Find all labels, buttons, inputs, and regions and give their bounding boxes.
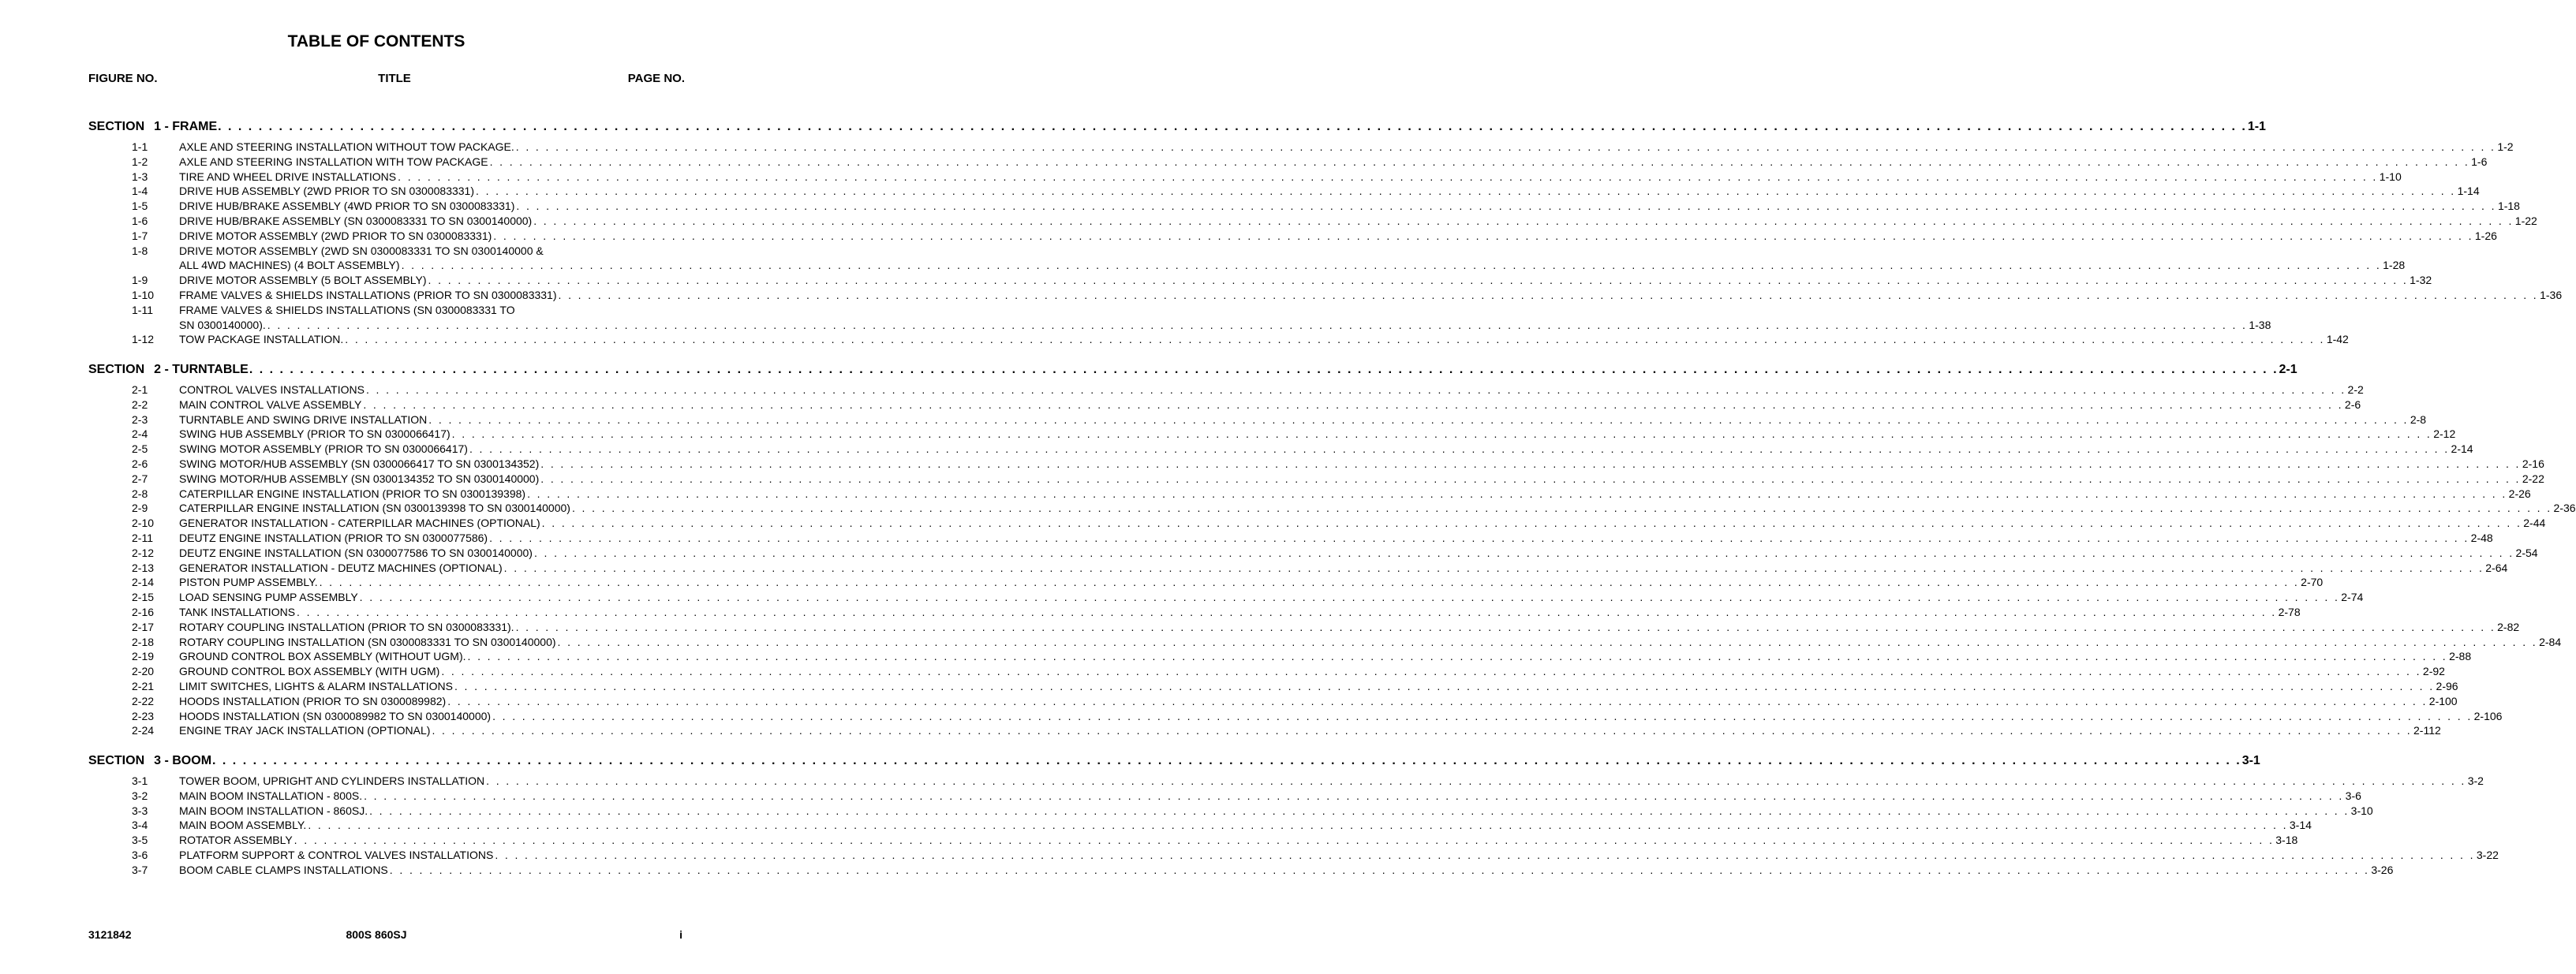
entry-body [179,140,2514,153]
entry-title: TURNTABLE AND SWING DRIVE INSTALLATION [179,412,428,426]
entry-body [179,724,2441,737]
entry-body [179,412,2427,426]
toc-entry[interactable] [0,774,2484,789]
entry-title: SWING MOTOR/HUB ASSEMBLY (SN 0300134352 TO SN 0300140000) [179,472,540,485]
entry-body [179,200,2520,213]
entry-title: TOW PACKAGE INSTALLATION. [179,333,344,346]
dot-leader: . . . . . . . . . . . . . . . . . . . . . . . . . . . . . . . . . . . . . . . . . . . . . . . . . . . . . . . . . . . . . . . . . . . . . . . . . . . . . . . . . . . . . . . . . . . . . . . . . . . . . . . . . . . . . . . . . . . . . . . . . . . . . . . . . . . . . . . . . . . . . . . . . . . . . . . . . . . . . . . . . . . . . . . . . . . . . . . . . . . . . . . . . . . . . . . . . . . . . . . . [558,289,2539,301]
entry-body [179,502,2576,515]
entry-page-number: 2-92 [2422,665,2445,678]
entry-body [179,789,2361,802]
figure-number: 1-6 [132,215,148,227]
toc-entry[interactable] [0,532,2493,547]
dot-leader: . . . . . . . . . . . . . . . . . . . . . . . . . . . . . . . . . . . . . . . . . . . . . . . . . . . . . . . . . . . . . . . . . . . . . . . . . . . . . . . . . . . . . . . . . . . . . . . . . . . . . . . . . . . . . . . . . . . . . . . . . . . . . . . . . . . . . . . . . . . . . . . . . . . . . . . . . . . . . . . . . . . . . . . . . . . . . . . . . . . . . . . . . . . . . . . . . . . . . . . . [428,274,2409,287]
dot-leader: . . . . . . . . . . . . . . . . . . . . . . . . . . . . . . . . . . . . . . . . . . . . . . . . . . . . . . . . . . . . . . . . . . . . . . . . . . . . . . . . . . . . . . . . . . . . . . . . . . . . . . . . . . . . . . . . . . . . . . . . . . . . . . . . . . . . . . . . . . . . . . . . . . . . . . . . . . . . . . . . . . . . . . . . . . . . . . . . . . . . . . . . . . . . . . . . . . . . . . . . [249,363,2279,376]
figure-number: 2-18 [132,635,155,648]
entry-body [179,576,2324,589]
entry-title: AXLE AND STEERING INSTALLATION WITH TOW PACKAGE [179,155,488,168]
footer-model: 800S 860SJ [346,928,407,941]
entry-title: ALL 4WD MACHINES) (4 BOLT ASSEMBLY) [179,259,400,272]
entry-title: MAIN BOOM INSTALLATION - 860SJ. [179,804,368,817]
entry-body [179,383,2364,396]
section-number: 3 - BOOM [154,754,212,767]
toc-entry-line [0,244,753,259]
entry-title-line1: FRAME VALVES & SHIELDS INSTALLATIONS (SN 0300083331 TO [179,303,515,316]
entry-body [179,665,2445,678]
dot-leader: . . . . . . . . . . . . . . . . . . . . . . . . . . . . . . . . . . . . . . . . . . . . . . . . . . . . . . . . . . . . . . . . . . . . . . . . . . . . . . . . . . . . . . . . . . . . . . . . . . . . . . . . . . . . . . . . . . . . . . . . . . . . . . . . . . . . . . . . . . . . . . . . . . . . . . . . . . . . . . . . . . . . . . . . . . . . . . . . . . . . . . . . . . . . . . . . . . . . . . . . [364,789,2344,802]
entry-title: GENERATOR INSTALLATION - CATERPILLAR MACHINES (OPTIONAL) [179,517,540,530]
toc-entry[interactable] [0,140,2514,155]
entry-page-number: 3-22 [2476,849,2499,861]
entry-page-number: 2-26 [2508,487,2531,500]
footer-doc-number: 3121842 [88,928,132,941]
entry-body [179,591,2364,604]
figure-number: 2-8 [132,487,148,500]
entry-page-number: 1-28 [2383,259,2406,272]
toc-entry[interactable] [0,546,2538,562]
figure-number: 1-7 [132,229,148,242]
entry-page-number: 2-6 [2344,397,2361,411]
dot-leader: . . . . . . . . . . . . . . . . . . . . . . . . . . . . . . . . . . . . . . . . . . . . . . . . . . . . . . . . . . . . . . . . . . . . . . . . . . . . . . . . . . . . . . . . . . . . . . . . . . . . . . . . . . . . . . . . . . . . . . . . . . . . . . . . . . . . . . . . . . . . . . . . . . . . . . . . . . . . . . . . . . . . . . . . . . . . . . . . . . . . . . . . . . . . . . . . . . . . . . . . [467,650,2448,663]
entry-title: SWING HUB ASSEMBLY (PRIOR TO SN 0300066417) [179,427,451,441]
toc-entry[interactable] [0,487,2531,502]
figure-number: 2-24 [132,724,155,737]
toc-entry[interactable] [0,383,2364,398]
entry-body [179,834,2298,847]
entry-body [179,229,2497,242]
toc-entry[interactable] [0,229,2497,244]
dot-leader: . . . . . . . . . . . . . . . . . . . . . . . . . . . . . . . . . . . . . . . . . . . . . . . . . . . . . . . . . . . . . . . . . . . . . . . . . . . . . . . . . . . . . . . . . . . . . . . . . . . . . . . . . . . . . . . . . . . . . . . . . . . . . . . . . . . . . . . . . . . . . . . . . . . . . . . . . . . . . . . . . . . . . . . . . . . . . . . . . . . . . . . . . . . . . . . . . . . . . . . . [267,318,2248,331]
figure-number: 3-3 [132,804,148,817]
entry-page-number: 1-14 [2457,185,2480,198]
entry-title: GROUND CONTROL BOX ASSEMBLY (WITH UGM) [179,665,440,678]
entry-title: MAIN BOOM INSTALLATION - 800S. [179,789,363,802]
entry-page-number: 3-2 [2467,774,2484,787]
toc-entry[interactable] [0,472,2544,487]
entry-page-number: 2-2 [2347,383,2364,396]
entry-body [179,333,2349,346]
dot-leader: . . . . . . . . . . . . . . . . . . . . . . . . . . . . . . . . . . . . . . . . . . . . . . . . . . . . . . . . . . . . . . . . . . . . . . . . . . . . . . . . . . . . . . . . . . . . . . . . . . . . . . . . . . . . . . . . . . . . . . . . . . . . . . . . . . . . . . . . . . . . . . . . . . . . . . . . . . . . . . . . . . . . . . . . . . . . . . . . . . . . . . . . . . . . . . . . . . . . . . . . [308,819,2288,832]
entry-body [179,185,2480,198]
entry-title: HOODS INSTALLATION (SN 0300089982 TO SN 0300140000) [179,709,492,722]
dot-leader: . . . . . . . . . . . . . . . . . . . . . . . . . . . . . . . . . . . . . . . . . . . . . . . . . . . . . . . . . . . . . . . . . . . . . . . . . . . . . . . . . . . . . . . . . . . . . . . . . . . . . . . . . . . . . . . . . . . . . . . . . . . . . . . . . . . . . . . . . . . . . . . . . . . . . . . . . . . . . . . . . . . . . . . . . . . . . . . . . . . . . . . . . . . . . . . . . . . . . . . . [363,397,2343,411]
dot-leader: . . . . . . . . . . . . . . . . . . . . . . . . . . . . . . . . . . . . . . . . . . . . . . . . . . . . . . . . . . . . . . . . . . . . . . . . . . . . . . . . . . . . . . . . . . . . . . . . . . . . . . . . . . . . . . . . . . . . . . . . . . . . . . . . . . . . . . . . . . . . . . . . . . . . . . . . . . . . . . . . . . . . . . . . . . . . . . . . . . . . . . . . . . . . . . . . . . . . . . . . [218,120,2247,133]
entry-body [179,457,2544,470]
toc-entry[interactable] [0,155,2488,170]
entry-page-number: 1-38 [2249,318,2271,331]
toc-entry[interactable] [0,849,2499,864]
dot-leader: . . . . . . . . . . . . . . . . . . . . . . . . . . . . . . . . . . . . . . . . . . . . . . . . . . . . . . . . . . . . . . . . . . . . . . . . . . . . . . . . . . . . . . . . . . . . . . . . . . . . . . . . . . . . . . . . . . . . . . . . . . . . . . . . . . . . . . . . . . . . . . . . . . . . . . . . . . . . . . . . . . . . . . . . . . . . . . . . . . . . . . . . . . . . . . . . . . . . . . . . [389,863,2370,876]
toc-entry[interactable] [0,819,2312,834]
dot-leader: . . . . . . . . . . . . . . . . . . . . . . . . . . . . . . . . . . . . . . . . . . . . . . . . . . . . . . . . . . . . . . . . . . . . . . . . . . . . . . . . . . . . . . . . . . . . . . . . . . . . . . . . . . . . . . . . . . . . . . . . . . . . . . . . . . . . . . . . . . . . . . . . . . . . . . . . . . . . . . . . . . . . . . . . . . . . . . . . . . . . . . . . . . . . . . . . . . . . . . . . [365,383,2346,396]
entry-page-number: 1-6 [2471,155,2488,168]
toc-entry[interactable] [0,457,2544,472]
entry-title: DEUTZ ENGINE INSTALLATION (SN 0300077586 TO SN 0300140000) [179,546,533,559]
entry-title: DRIVE HUB ASSEMBLY (2WD PRIOR TO SN 0300083331) [179,185,475,198]
entry-title: CATERPILLAR ENGINE INSTALLATION (PRIOR TO SN 0300139398) [179,487,526,500]
toc-entry[interactable] [0,274,2432,289]
page-title: TABLE OF CONTENTS [287,32,465,50]
entry-body [179,863,2394,876]
figure-number: 1-9 [132,274,148,287]
entry-title: ENGINE TRAY JACK INSTALLATION (OPTIONAL) [179,724,431,737]
entry-title: DEUTZ ENGINE INSTALLATION (PRIOR TO SN 0300077586) [179,532,488,544]
entry-page-number: 2-100 [2428,694,2458,707]
toc-entry[interactable] [0,185,2480,200]
entry-title: AXLE AND STEERING INSTALLATION WITHOUT TOW PACKAGE. [179,140,514,153]
section-page-number: 1-1 [2247,120,2266,133]
dot-leader: . . . . . . . . . . . . . . . . . . . . . . . . . . . . . . . . . . . . . . . . . . . . . . . . . . . . . . . . . . . . . . . . . . . . . . . . . . . . . . . . . . . . . . . . . . . . . . . . . . . . . . . . . . . . . . . . . . . . . . . . . . . . . . . . . . . . . . . . . . . . . . . . . . . . . . . . . . . . . . . . . . . . . . . . . . . . . . . . . . . . . . . . . . . . . . . . . . . . . . . . [359,591,2340,604]
entry-body [179,318,2271,331]
figure-number: 2-5 [132,442,148,456]
dot-leader: . . . . . . . . . . . . . . . . . . . . . . . . . . . . . . . . . . . . . . . . . . . . . . . . . . . . . . . . . . . . . . . . . . . . . . . . . . . . . . . . . . . . . . . . . . . . . . . . . . . . . . . . . . . . . . . . . . . . . . . . . . . . . . . . . . . . . . . . . . . . . . . . . . . . . . . . . . . . . . . . . . . . . . . . . . . . . . . . . . . . . . . . . . . . . . . . . . . . . . . . [454,680,2435,692]
entry-title: CATERPILLAR ENGINE INSTALLATION (SN 0300139398 TO SN 0300140000) [179,502,570,515]
entry-page-number: 1-32 [2410,274,2432,287]
entry-body [179,397,2361,411]
entry-title: DRIVE MOTOR ASSEMBLY (2WD PRIOR TO SN 0300083331) [179,229,492,242]
dot-leader: . . . . . . . . . . . . . . . . . . . . . . . . . . . . . . . . . . . . . . . . . . . . . . . . . . . . . . . . . . . . . . . . . . . . . . . . . . . . . . . . . . . . . . . . . . . . . . . . . . . . . . . . . . . . . . . . . . . . . . . . . . . . . . . . . . . . . . . . . . . . . . . . . . . . . . . . . . . . . . . . . . . . . . . . . . . . . . . . . . . . . . . . . . . . . . . . . . . . . . . . [476,185,2456,198]
section-page-number: 3-1 [2241,754,2260,767]
toc-entry[interactable] [0,561,2508,577]
figure-number: 1-10 [132,289,155,301]
figure-number: 2-15 [132,591,155,604]
figure-number: 1-2 [132,155,148,168]
figure-number: 3-7 [132,863,148,876]
entry-page-number: 1-36 [2540,289,2563,301]
dot-leader: . . . . . . . . . . . . . . . . . . . . . . . . . . . . . . . . . . . . . . . . . . . . . . . . . . . . . . . . . . . . . . . . . . . . . . . . . . . . . . . . . . . . . . . . . . . . . . . . . . . . . . . . . . . . . . . . . . . . . . . . . . . . . . . . . . . . . . . . . . . . . . . . . . . . . . . . . . . . . . . . . . . . . . . . . . . . . . . . . . . . . . . . . . . . . . . . . . . . . . . . [527,487,2507,500]
dot-leader: . . . . . . . . . . . . . . . . . . . . . . . . . . . . . . . . . . . . . . . . . . . . . . . . . . . . . . . . . . . . . . . . . . . . . . . . . . . . . . . . . . . . . . . . . . . . . . . . . . . . . . . . . . . . . . . . . . . . . . . . . . . . . . . . . . . . . . . . . . . . . . . . . . . . . . . . . . . . . . . . . . . . . . . . . . . . . . . . . . . . . . . . . . . . . . . . . . . . . . . . [297,606,2277,618]
toc-entry[interactable] [0,665,2445,680]
entry-body [179,155,2488,168]
entry-title: GENERATOR INSTALLATION - DEUTZ MACHINES (OPTIONAL) [179,561,503,574]
entry-page-number: 2-74 [2341,591,2364,604]
figure-number: 2-17 [132,620,155,633]
entry-title: ROTATOR ASSEMBLY [179,834,293,847]
dot-leader: . . . . . . . . . . . . . . . . . . . . . . . . . . . . . . . . . . . . . . . . . . . . . . . . . . . . . . . . . . . . . . . . . . . . . . . . . . . . . . . . . . . . . . . . . . . . . . . . . . . . . . . . . . . . . . . . . . . . . . . . . . . . . . . . . . . . . . . . . . . . . . . . . . . . . . . . . . . . . . . . . . . . . . . . . . . . . . . . . . . . . . . . . . . . . . . . . . . . . . . . [493,229,2473,242]
figure-number: 2-11 [132,532,153,544]
section-number: 2 - TURNTABLE [154,363,249,376]
entry-page-number: 1-2 [2497,140,2514,153]
figure-number: 2-13 [132,561,155,574]
figure-number: 2-9 [132,502,148,515]
dot-leader: . . . . . . . . . . . . . . . . . . . . . . . . . . . . . . . . . . . . . . . . . . . . . . . . . . . . . . . . . . . . . . . . . . . . . . . . . . . . . . . . . . . . . . . . . . . . . . . . . . . . . . . . . . . . . . . . . . . . . . . . . . . . . . . . . . . . . . . . . . . . . . . . . . . . . . . . . . . . . . . . . . . . . . . . . . . . . . . . . . . . . . . . . . . . . . . . . . . . . . . . [432,724,2413,737]
toc-entry[interactable] [0,318,2271,334]
dot-leader: . . . . . . . . . . . . . . . . . . . . . . . . . . . . . . . . . . . . . . . . . . . . . . . . . . . . . . . . . . . . . . . . . . . . . . . . . . . . . . . . . . . . . . . . . . . . . . . . . . . . . . . . . . . . . . . . . . . . . . . . . . . . . . . . . . . . . . . . . . . . . . . . . . . . . . . . . . . . . . . . . . . . . . . . . . . . . . . . . . . . . . . . . . . . . . . . . . . . . . . . [447,694,2428,707]
entry-page-number: 1-10 [2379,170,2402,183]
entry-title: BOOM CABLE CLAMPS INSTALLATIONS [179,863,388,876]
figure-number: 2-2 [132,397,148,411]
figure-number: 1-8 [132,244,148,257]
toc-entry[interactable] [0,576,2324,591]
entry-body [179,650,2472,663]
section-word: SECTION [88,363,145,376]
figure-number: 3-6 [132,849,148,861]
toc-entry[interactable] [0,834,2298,849]
column-header-title: TITLE [378,72,411,85]
entry-page-number: 3-10 [2350,804,2373,817]
figure-number: 2-20 [132,665,155,678]
dot-leader: . . . . . . . . . . . . . . . . . . . . . . . . . . . . . . . . . . . . . . . . . . . . . . . . . . . . . . . . . . . . . . . . . . . . . . . . . . . . . . . . . . . . . . . . . . . . . . . . . . . . . . . . . . . . . . . . . . . . . . . . . . . . . . . . . . . . . . . . . . . . . . . . . . . . . . . . . . . . . . . . . . . . . . . . . . . . . . . . . . . . . . . . . . . . . . . . . . . . . . . . [515,620,2496,633]
dot-leader: . . . . . . . . . . . . . . . . . . . . . . . . . . . . . . . . . . . . . . . . . . . . . . . . . . . . . . . . . . . . . . . . . . . . . . . . . . . . . . . . . . . . . . . . . . . . . . . . . . . . . . . . . . . . . . . . . . . . . . . . . . . . . . . . . . . . . . . . . . . . . . . . . . . . . . . . . . . . . . . . . . . . . . . . . . . . . . . . . . . . . . . . . . . . . . . . . . . . . . . . [489,155,2470,168]
entry-title: GROUND CONTROL BOX ASSEMBLY (WITHOUT UGM). [179,650,466,663]
entry-title: MAIN CONTROL VALVE ASSEMBLY [179,397,362,411]
dot-leader: . . . . . . . . . . . . . . . . . . . . . . . . . . . . . . . . . . . . . . . . . . . . . . . . . . . . . . . . . . . . . . . . . . . . . . . . . . . . . . . . . . . . . . . . . . . . . . . . . . . . . . . . . . . . . . . . . . . . . . . . . . . . . . . . . . . . . . . . . . . . . . . . . . . . . . . . . . . . . . . . . . . . . . . . . . . . . . . . . . . . . . . . . . . . . . . . . . . . . . . . [319,576,2300,589]
dot-leader: . . . . . . . . . . . . . . . . . . . . . . . . . . . . . . . . . . . . . . . . . . . . . . . . . . . . . . . . . . . . . . . . . . . . . . . . . . . . . . . . . . . . . . . . . . . . . . . . . . . . . . . . . . . . . . . . . . . . . . . . . . . . . . . . . . . . . . . . . . . . . . . . . . . . . . . . . . . . . . . . . . . . . . . . . . . . . . . . . . . . . . . . . . . . . . . . . . . . . . . . [557,635,2538,648]
toc-entry[interactable] [0,289,2563,304]
dot-leader: . . . . . . . . . . . . . . . . . . . . . . . . . . . . . . . . . . . . . . . . . . . . . . . . . . . . . . . . . . . . . . . . . . . . . . . . . . . . . . . . . . . . . . . . . . . . . . . . . . . . . . . . . . . . . . . . . . . . . . . . . . . . . . . . . . . . . . . . . . . . . . . . . . . . . . . . . . . . . . . . . . . . . . . . . . . . . . . . . . . . . . . . . . . . . . . . . . . . . . . . [495,849,2475,861]
entry-page-number: 2-64 [2485,561,2508,574]
entry-title: DRIVE HUB/BRAKE ASSEMBLY (SN 0300083331 TO SN 0300140000) [179,215,533,227]
entry-body [179,774,2484,787]
dot-leader: . . . . . . . . . . . . . . . . . . . . . . . . . . . . . . . . . . . . . . . . . . . . . . . . . . . . . . . . . . . . . . . . . . . . . . . . . . . . . . . . . . . . . . . . . . . . . . . . . . . . . . . . . . . . . . . . . . . . . . . . . . . . . . . . . . . . . . . . . . . . . . . . . . . . . . . . . . . . . . . . . . . . . . . . . . . . . . . . . . . . . . . . . . . . . . . . . . . . . . . . [401,259,2382,272]
entry-title: SWING MOTOR ASSEMBLY (PRIOR TO SN 0300066417) [179,442,468,456]
toc-entry[interactable] [0,724,2441,739]
figure-number: 2-21 [132,680,155,692]
toc-entry[interactable] [0,789,2361,804]
figure-number: 1-4 [132,185,148,198]
entry-page-number: 2-88 [2449,650,2472,663]
entry-body [179,532,2493,544]
figure-number: 2-22 [132,694,155,707]
toc-entry[interactable] [0,442,2473,457]
toc-entry[interactable] [0,620,2520,636]
dot-leader: . . . . . . . . . . . . . . . . . . . . . . . . . . . . . . . . . . . . . . . . . . . . . . . . . . . . . . . . . . . . . . . . . . . . . . . . . . . . . . . . . . . . . . . . . . . . . . . . . . . . . . . . . . . . . . . . . . . . . . . . . . . . . . . . . . . . . . . . . . . . . . . . . . . . . . . . . . . . . . . . . . . . . . . . . . . . . . . . . . . . . . . . . . . . . . . . . . . . . . . . [369,804,2350,817]
toc-entry[interactable] [0,591,2364,606]
entry-title: SN 0300140000). [179,318,266,331]
entry-body [179,289,2563,301]
entry-body [179,804,2373,817]
dot-leader: . . . . . . . . . . . . . . . . . . . . . . . . . . . . . . . . . . . . . . . . . . . . . . . . . . . . . . . . . . . . . . . . . . . . . . . . . . . . . . . . . . . . . . . . . . . . . . . . . . . . . . . . . . . . . . . . . . . . . . . . . . . . . . . . . . . . . . . . . . . . . . . . . . . . . . . . . . . . . . . . . . . . . . . . . . . . . . . . . . . . . . . . . . . . . . . . . . . . . . . . [428,412,2409,426]
entry-title: TIRE AND WHEEL DRIVE INSTALLATIONS [179,170,397,183]
entry-body [179,694,2458,707]
entry-title: LOAD SENSING PUMP ASSEMBLY [179,591,358,604]
entry-body [179,215,2537,227]
toc-entry[interactable] [0,215,2537,230]
section-page-number: 2-1 [2279,363,2297,376]
dot-leader: . . . . . . . . . . . . . . . . . . . . . . . . . . . . . . . . . . . . . . . . . . . . . . . . . . . . . . . . . . . . . . . . . . . . . . . . . . . . . . . . . . . . . . . . . . . . . . . . . . . . . . . . . . . . . . . . . . . . . . . . . . . . . . . . . . . . . . . . . . . . . . . . . . . . . . . . . . . . . . . . . . . . . . . . . . . . . . . . . . . . . . . . . . . . . . . . . . . . . . . . [212,754,2241,767]
figure-number: 2-3 [132,412,148,426]
toc-entry[interactable] [0,863,2394,879]
entry-page-number: 2-78 [2278,606,2301,618]
toc-entry[interactable] [0,397,2361,413]
entry-body [179,561,2508,574]
toc-entry[interactable] [0,650,2472,665]
entry-page-number: 2-44 [2523,517,2546,530]
dot-leader: . . . . . . . . . . . . . . . . . . . . . . . . . . . . . . . . . . . . . . . . . . . . . . . . . . . . . . . . . . . . . . . . . . . . . . . . . . . . . . . . . . . . . . . . . . . . . . . . . . . . . . . . . . . . . . . . . . . . . . . . . . . . . . . . . . . . . . . . . . . . . . . . . . . . . . . . . . . . . . . . . . . . . . . . . . . . . . . . . . . . . . . . . . . . . . . . . . . . . . . . [541,517,2522,530]
toc-entry[interactable] [0,517,2546,532]
entry-page-number: 1-18 [2497,200,2520,213]
toc-entry[interactable] [0,709,2503,725]
dot-leader: . . . . . . . . . . . . . . . . . . . . . . . . . . . . . . . . . . . . . . . . . . . . . . . . . . . . . . . . . . . . . . . . . . . . . . . . . . . . . . . . . . . . . . . . . . . . . . . . . . . . . . . . . . . . . . . . . . . . . . . . . . . . . . . . . . . . . . . . . . . . . . . . . . . . . . . . . . . . . . . . . . . . . . . . . . . . . . . . . . . . . . . . . . . . . . . . . . . . . . . . [540,472,2521,485]
entry-title: MAIN BOOM ASSEMBLY. [179,819,307,832]
figure-number: 2-19 [132,650,155,663]
figure-number: 2-4 [132,427,148,441]
dot-leader: . . . . . . . . . . . . . . . . . . . . . . . . . . . . . . . . . . . . . . . . . . . . . . . . . . . . . . . . . . . . . . . . . . . . . . . . . . . . . . . . . . . . . . . . . . . . . . . . . . . . . . . . . . . . . . . . . . . . . . . . . . . . . . . . . . . . . . . . . . . . . . . . . . . . . . . . . . . . . . . . . . . . . . . . . . . . . . . . . . . . . . . . . . . . . . . . . . . . . . . . [441,665,2421,678]
entry-title: PLATFORM SUPPORT & CONTROL VALVES INSTALLATIONS [179,849,494,861]
entry-body [179,427,2456,441]
figure-number: 3-1 [132,774,148,787]
toc-entry[interactable] [0,259,2406,274]
dot-leader: . . . . . . . . . . . . . . . . . . . . . . . . . . . . . . . . . . . . . . . . . . . . . . . . . . . . . . . . . . . . . . . . . . . . . . . . . . . . . . . . . . . . . . . . . . . . . . . . . . . . . . . . . . . . . . . . . . . . . . . . . . . . . . . . . . . . . . . . . . . . . . . . . . . . . . . . . . . . . . . . . . . . . . . . . . . . . . . . . . . . . . . . . . . . . . . . . . . . . . . . [515,140,2496,153]
entry-page-number: 2-12 [2433,427,2456,441]
section-heading[interactable] [88,363,2297,379]
entry-page-number: 1-26 [2474,229,2497,242]
entry-title: DRIVE HUB/BRAKE ASSEMBLY (4WD PRIOR TO SN 0300083331) [179,200,515,213]
figure-number: 1-5 [132,200,148,213]
entry-page-number: 2-96 [2436,680,2458,692]
entry-page-number: 3-14 [2289,819,2312,832]
figure-number: 2-16 [132,606,155,618]
dot-leader: . . . . . . . . . . . . . . . . . . . . . . . . . . . . . . . . . . . . . . . . . . . . . . . . . . . . . . . . . . . . . . . . . . . . . . . . . . . . . . . . . . . . . . . . . . . . . . . . . . . . . . . . . . . . . . . . . . . . . . . . . . . . . . . . . . . . . . . . . . . . . . . . . . . . . . . . . . . . . . . . . . . . . . . . . . . . . . . . . . . . . . . . . . . . . . . . . . . . . . . . [540,457,2521,470]
toc-entry[interactable] [0,635,2562,651]
column-header-figure: FIGURE NO. [88,72,158,85]
entry-page-number: 3-6 [2345,789,2361,802]
figure-number: 1-3 [132,170,148,183]
figure-number: 2-6 [132,457,148,470]
section-number: 1 - FRAME [154,120,218,133]
entry-page-number: 2-84 [2539,635,2562,648]
entry-page-number: 2-112 [2413,724,2441,737]
figure-number: 2-1 [132,383,148,396]
section-heading[interactable] [88,754,2260,770]
entry-body [179,819,2312,832]
toc-entry[interactable] [0,694,2458,710]
dot-leader: . . . . . . . . . . . . . . . . . . . . . . . . . . . . . . . . . . . . . . . . . . . . . . . . . . . . . . . . . . . . . . . . . . . . . . . . . . . . . . . . . . . . . . . . . . . . . . . . . . . . . . . . . . . . . . . . . . . . . . . . . . . . . . . . . . . . . . . . . . . . . . . . . . . . . . . . . . . . . . . . . . . . . . . . . . . . . . . . . . . . . . . . . . . . . . . . . . . . . . . . [293,834,2275,847]
entry-page-number: 2-16 [2522,457,2544,470]
dot-leader: . . . . . . . . . . . . . . . . . . . . . . . . . . . . . . . . . . . . . . . . . . . . . . . . . . . . . . . . . . . . . . . . . . . . . . . . . . . . . . . . . . . . . . . . . . . . . . . . . . . . . . . . . . . . . . . . . . . . . . . . . . . . . . . . . . . . . . . . . . . . . . . . . . . . . . . . . . . . . . . . . . . . . . . . . . . . . . . . . . . . . . . . . . . . . . . . . . . . . . . . [533,215,2514,227]
entry-page-number: 2-70 [2301,576,2324,589]
figure-number: 2-23 [132,709,155,722]
entry-body [179,849,2499,861]
figure-number: 1-12 [132,333,155,346]
toc-entry[interactable] [0,333,2349,348]
entry-body [179,442,2473,456]
entry-body [179,487,2531,500]
toc-entry[interactable] [0,606,2301,621]
figure-number: 2-14 [132,576,155,589]
entry-page-number: 1-42 [2326,333,2349,346]
entry-title: LIMIT SWITCHES, LIGHTS & ALARM INSTALLATIONS [179,680,453,692]
figure-number: 3-5 [132,834,148,847]
entry-title: DRIVE MOTOR ASSEMBLY (5 BOLT ASSEMBLY) [179,274,427,287]
entry-title: FRAME VALVES & SHIELDS INSTALLATIONS (PRIOR TO SN 0300083331) [179,289,557,301]
entry-body [179,517,2546,530]
entry-body [179,546,2538,559]
entry-title: ROTARY COUPLING INSTALLATION (PRIOR TO SN 0300083331). [179,620,514,633]
entry-title: TANK INSTALLATIONS [179,606,296,618]
entry-title: HOODS INSTALLATION (PRIOR TO SN 0300089982) [179,694,447,707]
entry-page-number: 3-26 [2371,863,2394,876]
entry-body [179,472,2544,485]
entry-page-number: 2-22 [2522,472,2544,485]
entry-body [179,259,2406,272]
toc-entry[interactable] [0,200,2520,215]
figure-number: 2-12 [132,546,155,559]
toc-entry[interactable] [0,412,2427,428]
entry-title: TOWER BOOM, UPRIGHT AND CYLINDERS INSTALLATION [179,774,485,787]
entry-title-line1: DRIVE MOTOR ASSEMBLY (2WD SN 0300083331 TO SN 0300140000 & [179,244,544,257]
entry-title: SWING MOTOR/HUB ASSEMBLY (SN 0300066417 TO SN 0300134352) [179,457,540,470]
entry-page-number: 2-106 [2473,709,2503,722]
entry-page-number: 2-36 [2553,502,2576,515]
section-word: SECTION [88,120,145,133]
entry-page-number: 2-8 [2410,412,2427,426]
entry-title: CONTROL VALVES INSTALLATIONS [179,383,365,396]
toc-entry[interactable] [0,502,2576,517]
dot-leader: . . . . . . . . . . . . . . . . . . . . . . . . . . . . . . . . . . . . . . . . . . . . . . . . . . . . . . . . . . . . . . . . . . . . . . . . . . . . . . . . . . . . . . . . . . . . . . . . . . . . . . . . . . . . . . . . . . . . . . . . . . . . . . . . . . . . . . . . . . . . . . . . . . . . . . . . . . . . . . . . . . . . . . . . . . . . . . . . . . . . . . . . . . . . . . . . . . . . . . . . [489,532,2469,544]
entry-body [179,606,2301,618]
toc-entry-line [0,304,753,319]
dot-leader: . . . . . . . . . . . . . . . . . . . . . . . . . . . . . . . . . . . . . . . . . . . . . . . . . . . . . . . . . . . . . . . . . . . . . . . . . . . . . . . . . . . . . . . . . . . . . . . . . . . . . . . . . . . . . . . . . . . . . . . . . . . . . . . . . . . . . . . . . . . . . . . . . . . . . . . . . . . . . . . . . . . . . . . . . . . . . . . . . . . . . . . . . . . . . . . . . . . . . . . . [345,333,2325,346]
dot-leader: . . . . . . . . . . . . . . . . . . . . . . . . . . . . . . . . . . . . . . . . . . . . . . . . . . . . . . . . . . . . . . . . . . . . . . . . . . . . . . . . . . . . . . . . . . . . . . . . . . . . . . . . . . . . . . . . . . . . . . . . . . . . . . . . . . . . . . . . . . . . . . . . . . . . . . . . . . . . . . . . . . . . . . . . . . . . . . . . . . . . . . . . . . . . . . . . . . . . . . . . [503,561,2484,574]
entry-body [179,635,2562,648]
entry-page-number: 2-14 [2451,442,2473,456]
entry-body [179,620,2520,633]
footer-page-number: i [679,928,682,941]
entry-body [179,170,2402,183]
entry-body [179,680,2458,692]
section-label [88,754,211,768]
dot-leader: . . . . . . . . . . . . . . . . . . . . . . . . . . . . . . . . . . . . . . . . . . . . . . . . . . . . . . . . . . . . . . . . . . . . . . . . . . . . . . . . . . . . . . . . . . . . . . . . . . . . . . . . . . . . . . . . . . . . . . . . . . . . . . . . . . . . . . . . . . . . . . . . . . . . . . . . . . . . . . . . . . . . . . . . . . . . . . . . . . . . . . . . . . . . . . . . . . . . . . . . [533,546,2514,559]
section-label [88,120,217,134]
dot-leader: . . . . . . . . . . . . . . . . . . . . . . . . . . . . . . . . . . . . . . . . . . . . . . . . . . . . . . . . . . . . . . . . . . . . . . . . . . . . . . . . . . . . . . . . . . . . . . . . . . . . . . . . . . . . . . . . . . . . . . . . . . . . . . . . . . . . . . . . . . . . . . . . . . . . . . . . . . . . . . . . . . . . . . . . . . . . . . . . . . . . . . . . . . . . . . . . . . . . . . . . [516,200,2496,213]
figure-number: 1-11 [132,303,153,316]
dot-leader: . . . . . . . . . . . . . . . . . . . . . . . . . . . . . . . . . . . . . . . . . . . . . . . . . . . . . . . . . . . . . . . . . . . . . . . . . . . . . . . . . . . . . . . . . . . . . . . . . . . . . . . . . . . . . . . . . . . . . . . . . . . . . . . . . . . . . . . . . . . . . . . . . . . . . . . . . . . . . . . . . . . . . . . . . . . . . . . . . . . . . . . . . . . . . . . . . . . . . . . . [571,502,2552,515]
entry-body [179,709,2503,722]
figure-number: 3-2 [132,789,148,802]
entry-page-number: 3-18 [2275,834,2298,847]
column-header-page: PAGE NO. [627,72,685,85]
figure-number: 1-1 [132,140,148,153]
entry-title: PISTON PUMP ASSEMBLY. [179,576,318,589]
entry-title: ROTARY COUPLING INSTALLATION (SN 0300083331 TO SN 0300140000) [179,635,556,648]
dot-leader: . . . . . . . . . . . . . . . . . . . . . . . . . . . . . . . . . . . . . . . . . . . . . . . . . . . . . . . . . . . . . . . . . . . . . . . . . . . . . . . . . . . . . . . . . . . . . . . . . . . . . . . . . . . . . . . . . . . . . . . . . . . . . . . . . . . . . . . . . . . . . . . . . . . . . . . . . . . . . . . . . . . . . . . . . . . . . . . . . . . . . . . . . . . . . . . . . . . . . . . . [492,709,2473,722]
toc-entry[interactable] [0,804,2373,819]
figure-number: 2-10 [132,517,155,530]
section-heading[interactable] [88,120,2266,136]
dot-leader: . . . . . . . . . . . . . . . . . . . . . . . . . . . . . . . . . . . . . . . . . . . . . . . . . . . . . . . . . . . . . . . . . . . . . . . . . . . . . . . . . . . . . . . . . . . . . . . . . . . . . . . . . . . . . . . . . . . . . . . . . . . . . . . . . . . . . . . . . . . . . . . . . . . . . . . . . . . . . . . . . . . . . . . . . . . . . . . . . . . . . . . . . . . . . . . . . . . . . . . . [469,442,2450,456]
toc-entry[interactable] [0,170,2402,185]
entry-page-number: 1-22 [2514,215,2537,227]
dot-leader: . . . . . . . . . . . . . . . . . . . . . . . . . . . . . . . . . . . . . . . . . . . . . . . . . . . . . . . . . . . . . . . . . . . . . . . . . . . . . . . . . . . . . . . . . . . . . . . . . . . . . . . . . . . . . . . . . . . . . . . . . . . . . . . . . . . . . . . . . . . . . . . . . . . . . . . . . . . . . . . . . . . . . . . . . . . . . . . . . . . . . . . . . . . . . . . . . . . . . . . . [486,774,2466,787]
section-label [88,363,249,377]
entry-body [179,274,2432,287]
entry-page-number: 2-54 [2515,546,2538,559]
dot-leader: . . . . . . . . . . . . . . . . . . . . . . . . . . . . . . . . . . . . . . . . . . . . . . . . . . . . . . . . . . . . . . . . . . . . . . . . . . . . . . . . . . . . . . . . . . . . . . . . . . . . . . . . . . . . . . . . . . . . . . . . . . . . . . . . . . . . . . . . . . . . . . . . . . . . . . . . . . . . . . . . . . . . . . . . . . . . . . . . . . . . . . . . . . . . . . . . . . . . . . . . [451,427,2432,441]
toc-entry[interactable] [0,680,2458,695]
entry-page-number: 2-82 [2497,620,2520,633]
figure-number: 3-4 [132,819,148,832]
section-word: SECTION [88,754,145,767]
toc-entry[interactable] [0,427,2456,442]
entry-page-number: 2-48 [2470,532,2493,544]
figure-number: 2-7 [132,472,148,485]
dot-leader: . . . . . . . . . . . . . . . . . . . . . . . . . . . . . . . . . . . . . . . . . . . . . . . . . . . . . . . . . . . . . . . . . . . . . . . . . . . . . . . . . . . . . . . . . . . . . . . . . . . . . . . . . . . . . . . . . . . . . . . . . . . . . . . . . . . . . . . . . . . . . . . . . . . . . . . . . . . . . . . . . . . . . . . . . . . . . . . . . . . . . . . . . . . . . . . . . . . . . . . . [398,170,2378,183]
